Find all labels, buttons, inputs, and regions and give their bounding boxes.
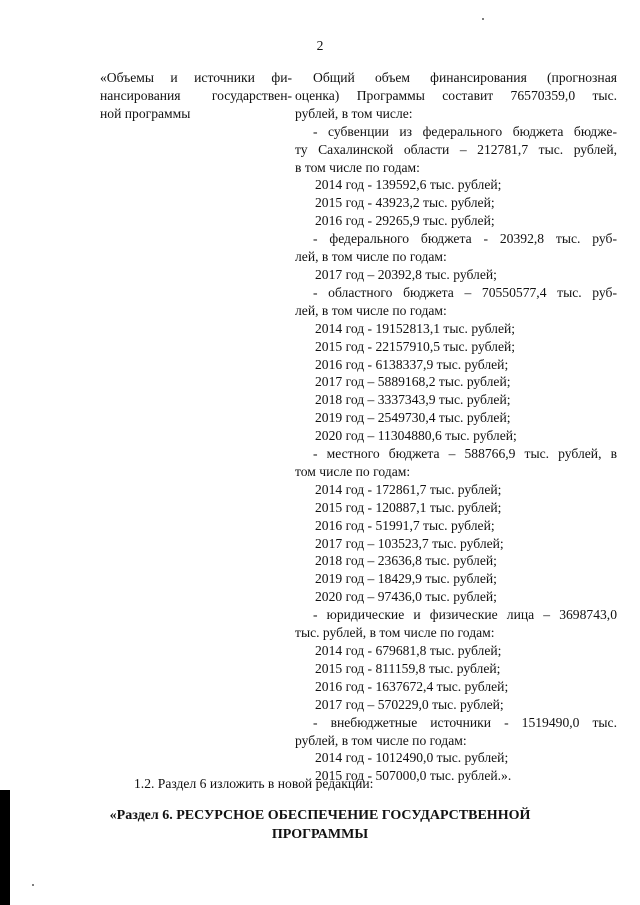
- right-cell-line: 2016 год - 29265,9 тыс. рублей;: [315, 213, 495, 229]
- right-cell-line: 2018 год – 3337343,9 тыс. рублей;: [315, 392, 511, 408]
- section-title-line: ПРОГРАММЫ: [271, 827, 369, 842]
- scan-margin-bar: [0, 790, 10, 905]
- right-cell-line: - внебюджетные источники - 1519490,0 тыс.: [313, 714, 617, 730]
- right-cell-line: 2014 год - 1012490,0 тыс. рублей;: [315, 750, 509, 766]
- section-title-line: «Раздел 6. РЕСУРСНОЕ ОБЕСПЕЧЕНИЕ ГОСУДАРСТВЕННОЙ: [109, 808, 531, 823]
- right-cell-line: 2017 год – 20392,8 тыс. рублей;: [315, 266, 497, 282]
- scan-speck: [32, 884, 34, 886]
- right-cell-line: 2017 год – 103523,7 тыс. рублей;: [315, 535, 504, 551]
- right-cell-line: 2017 год – 570229,0 тыс. рублей;: [315, 696, 504, 712]
- right-cell-line: 2016 год - 51991,7 тыс. рублей;: [315, 517, 495, 533]
- scan-speck: [482, 18, 484, 20]
- right-cell-line: оценка) Программы составит 76570359,0 тыс.: [295, 87, 617, 103]
- left-cell-line: нансирования государствен-: [100, 87, 292, 103]
- right-cell-line: том числе по годам:: [295, 463, 411, 479]
- right-cell-line: 2016 год - 6138337,9 тыс. рублей;: [315, 356, 509, 372]
- right-cell-line: 2015 год - 120887,1 тыс. рублей;: [315, 499, 502, 515]
- right-cell-line: ту Сахалинской области – 212781,7 тыс. рублей,: [295, 141, 617, 157]
- right-cell-line: 2014 год - 172861,7 тыс. рублей;: [315, 481, 502, 497]
- right-cell-line: - федерального бюджета - 20392,8 тыс. руб-: [313, 231, 617, 247]
- right-cell-line: 2019 год – 18429,9 тыс. рублей;: [315, 571, 497, 587]
- right-cell-line: лей, в том числе по годам:: [295, 302, 447, 318]
- right-cell-line: 2015 год - 22157910,5 тыс. рублей;: [315, 338, 516, 354]
- right-cell-line: рублей, в том числе:: [295, 105, 413, 121]
- right-cell-line: 2016 год - 1637672,4 тыс. рублей;: [315, 678, 509, 694]
- right-cell-line: в том числе по годам:: [295, 159, 420, 175]
- right-cell-line: лей, в том числе по годам:: [295, 249, 447, 265]
- left-cell-line: «Объемы и источники фи-: [100, 70, 292, 85]
- right-cell-line: 2014 год - 679681,8 тыс. рублей;: [315, 643, 502, 658]
- paragraph-1-2: 1.2. Раздел 6 изложить в новой редакции:: [134, 776, 374, 791]
- right-cell-line: 2015 год - 811159,8 тыс. рублей;: [315, 660, 501, 676]
- right-cell-line: - юридические и физические лица – 3698743,0: [313, 607, 617, 623]
- table-right-cell: [295, 69, 617, 785]
- page-number: 2: [316, 38, 324, 53]
- right-cell-line: 2020 год – 97436,0 тыс. рублей;: [315, 589, 497, 605]
- right-cell-line: 2019 год – 2549730,4 тыс. рублей;: [315, 410, 511, 426]
- right-cell-line: 2017 год – 5889168,2 тыс. рублей;: [315, 374, 511, 390]
- right-cell-line: 2015 год - 507000,0 тыс. рублей.».: [315, 768, 512, 784]
- right-cell-line: - областного бюджета – 70550577,4 тыс. руб-: [313, 284, 617, 300]
- right-cell-line: 2014 год - 19152813,1 тыс. рублей;: [315, 320, 516, 336]
- right-cell-line: 2015 год - 43923,2 тыс. рублей;: [315, 195, 495, 211]
- right-cell-line: - местного бюджета – 588766,9 тыс. рублей, в: [313, 446, 617, 462]
- right-cell-line: Общий объем финансирования (прогнозная: [313, 70, 617, 85]
- right-cell-line: 2020 год – 11304880,6 тыс. рублей;: [315, 428, 517, 444]
- left-cell-line: ной программы: [100, 105, 191, 121]
- table-left-cell: [100, 69, 292, 123]
- right-cell-line: тыс. рублей, в том числе по годам:: [295, 625, 495, 641]
- right-cell-line: 2018 год – 23636,8 тыс. рублей;: [315, 553, 497, 569]
- section-title: [0, 806, 640, 844]
- right-cell-line: 2014 год - 139592,6 тыс. рублей;: [315, 177, 502, 193]
- right-cell-line: рублей, в том числе по годам:: [295, 732, 467, 748]
- right-cell-line: - субвенции из федерального бюджета бюдже-: [313, 123, 617, 139]
